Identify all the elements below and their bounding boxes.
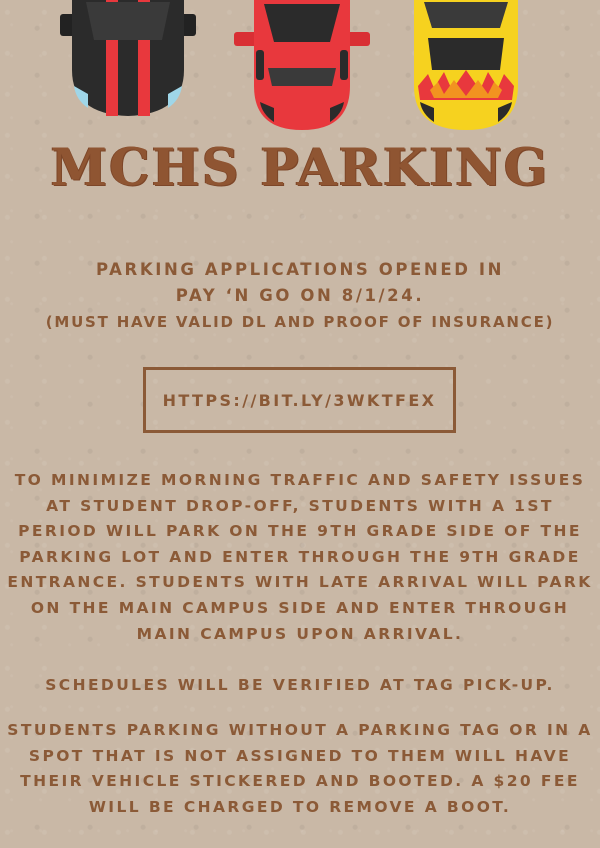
application-info [0,257,600,335]
red-sports-car-icon [232,0,372,132]
car-illustrations [0,0,600,140]
yellow-flame-car-icon [408,0,524,132]
parking-tag-paragraph: STUDENTS PARKING WITHOUT A PARKING TAG OR IN A SPOT THAT IS NOT ASSIGNED TO THEM WILL HAVE THEIR VEHICLE STICKERED AND BOOTED. A $20 FEE WILL BE CHARGED TO REMOVE A BOOT. [7,721,593,816]
schedules-paragraph: SCHEDULES WILL BE VERIFIED AT TAG PICK-UP. [45,676,555,694]
application-line-2: PAY ‘N GO ON 8/1/24. [175,286,425,305]
application-link[interactable]: HTTPS://BIT.LY/3WKTFEX [162,390,437,410]
application-link-box[interactable] [143,367,456,433]
black-race-car-icon [58,0,198,120]
application-requirement-note: (MUST HAVE VALID DL AND PROOF OF INSURANCE) [45,313,555,331]
application-line-1: PARKING APPLICATIONS OPENED IN [96,260,504,279]
traffic-paragraph: TO MINIMIZE MORNING TRAFFIC AND SAFETY ISSUES AT STUDENT DROP-OFF, STUDENTS WITH A 1ST PERIOD WILL PARK ON THE 9TH GRADE SIDE OF THE PARKING LOT AND ENTER THROUGH THE 9TH GRADE ENTRANCE. STUDENTS WITH LATE ARRIVAL WILL PARK ON THE MAIN CAMPUS SIDE AND ENTER THROUGH MAIN CAMPUS UPON ARRIVAL. [7,471,593,643]
page-title: MCHS PARKING [50,138,550,198]
